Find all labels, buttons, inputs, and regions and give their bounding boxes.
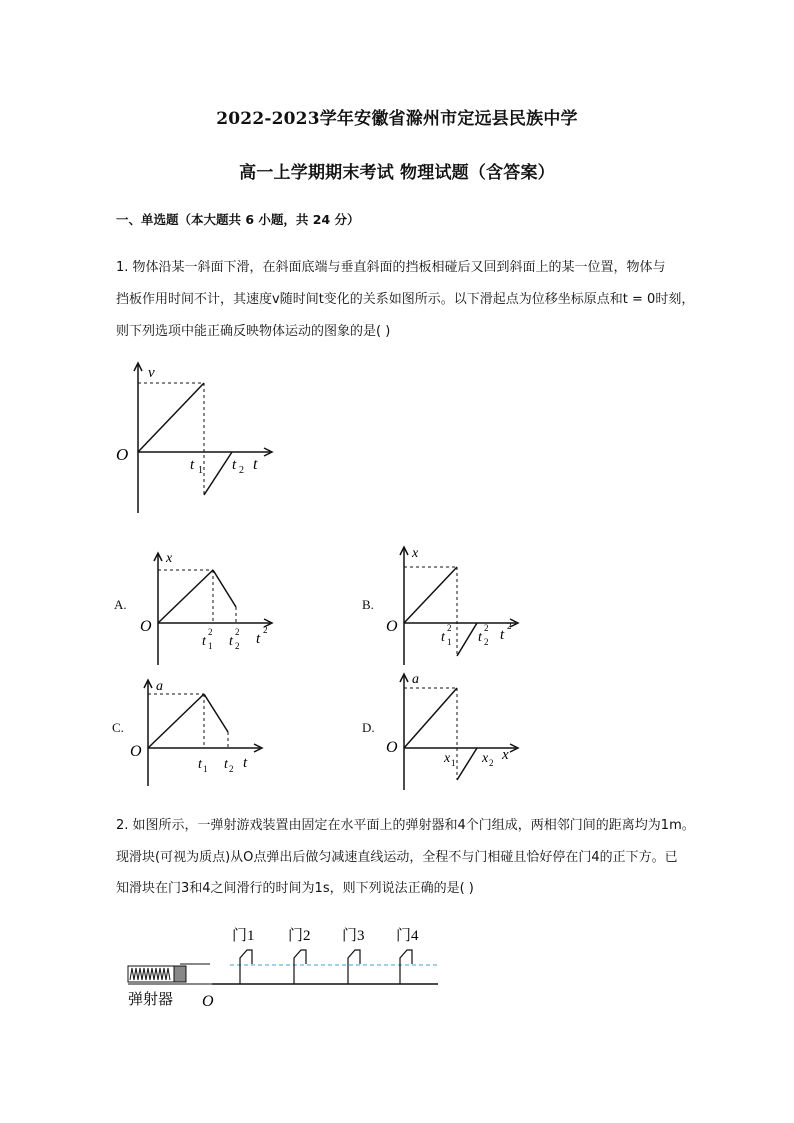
option-c-graph	[128, 672, 268, 790]
q2-launcher-figure	[120, 918, 450, 1018]
option-d-origin: O	[386, 739, 398, 756]
q2-text-line2: 现滑块(可视为质点)从O点弹出后做匀减速直线运动，全程不与门相碰且恰好停在门4的正下方。已	[116, 850, 678, 865]
option-d-x-label: x	[502, 747, 509, 763]
svg-text:2: 2	[235, 627, 240, 637]
option-a-label[interactable]: A.	[114, 597, 127, 612]
q1-text-line1: 1. 物体沿某一斜面下滑，在斜面底端与垂直斜面的挡板相碰后又回到斜面上的某一位置，物体与	[116, 260, 666, 275]
option-a-origin: O	[140, 618, 152, 635]
origin-o-label: O	[202, 993, 214, 1010]
t-axis-label: t	[253, 456, 258, 473]
option-b-origin: O	[386, 618, 398, 635]
option-b-y-label: x	[412, 546, 419, 561]
svg-text:x: x	[444, 751, 451, 766]
svg-text:1: 1	[447, 637, 452, 647]
option-c-label[interactable]: C.	[112, 720, 124, 735]
launcher-label: 弹射器	[128, 992, 174, 1008]
section-heading: 一、单选题（本大题共 6 小题，共 24 分）	[116, 212, 360, 227]
svg-text:t: t	[229, 634, 233, 649]
doc-title-line1: 2022-2023学年安徽省滁州市定远县民族中学	[216, 109, 578, 129]
svg-text:t: t	[198, 757, 202, 772]
t2-label: t	[232, 457, 237, 473]
option-a-y-label: x	[166, 551, 173, 566]
option-a-x-sup: 2	[263, 625, 268, 635]
option-b-x-sup: 2	[507, 621, 512, 631]
t1-subscript: 1	[198, 465, 203, 476]
svg-text:2: 2	[447, 623, 452, 633]
option-b-x-label: t	[500, 627, 505, 643]
svg-text:t: t	[478, 630, 482, 645]
q2-text-line3: 知滑块在门3和4之间滑行的时间为1s，则下列说法正确的是( )	[116, 881, 474, 896]
svg-text:x: x	[482, 751, 489, 766]
svg-text:t: t	[202, 634, 206, 649]
svg-text:2: 2	[229, 764, 234, 774]
option-b-graph	[384, 543, 524, 668]
svg-text:2: 2	[484, 637, 489, 647]
svg-text:2: 2	[484, 623, 489, 633]
svg-text:2: 2	[208, 627, 213, 637]
option-c-x-label: t	[243, 755, 248, 771]
svg-text:1: 1	[203, 764, 208, 774]
svg-text:2: 2	[489, 758, 494, 768]
t1-label: t	[190, 457, 195, 473]
q2-text-line1: 2. 如图所示，一弹射游戏装置由固定在水平面上的弹射器和4个门组成，两相邻门间的距离均为1m。	[116, 818, 695, 833]
svg-text:t: t	[224, 757, 228, 772]
gate-4-label: 门4	[396, 928, 419, 944]
origin-label: O	[116, 445, 129, 464]
option-a-x-label: t	[256, 631, 261, 647]
v-axis-label: v	[148, 365, 155, 381]
q1-text-line3: 则下列选项中能正确反映物体运动的图象的是( )	[116, 324, 391, 339]
option-d-label[interactable]: D.	[362, 720, 375, 735]
gate-1-label: 门1	[232, 928, 255, 944]
q1-text-line2: 挡板作用时间不计，其速度v随时间t变化的关系如图所示。以下滑起点为位移坐标原点和t = 0时刻，	[116, 292, 695, 307]
doc-title-line2: 高一上学期期末考试 物理试题（含答案）	[239, 163, 555, 183]
option-d-graph	[384, 668, 524, 793]
q1-vt-graph	[112, 355, 282, 515]
option-c-origin: O	[130, 743, 142, 760]
option-a-graph	[138, 543, 278, 668]
t2-subscript: 2	[239, 465, 244, 476]
gate-3-label: 门3	[342, 928, 365, 944]
svg-text:1: 1	[208, 641, 213, 651]
svg-text:t: t	[441, 630, 445, 645]
option-c-y-label: a	[156, 679, 163, 694]
gate-2-label: 门2	[288, 928, 311, 944]
option-d-y-label: a	[412, 672, 419, 687]
svg-text:2: 2	[235, 641, 240, 651]
svg-text:1: 1	[451, 758, 456, 768]
option-b-label[interactable]: B.	[362, 597, 374, 612]
